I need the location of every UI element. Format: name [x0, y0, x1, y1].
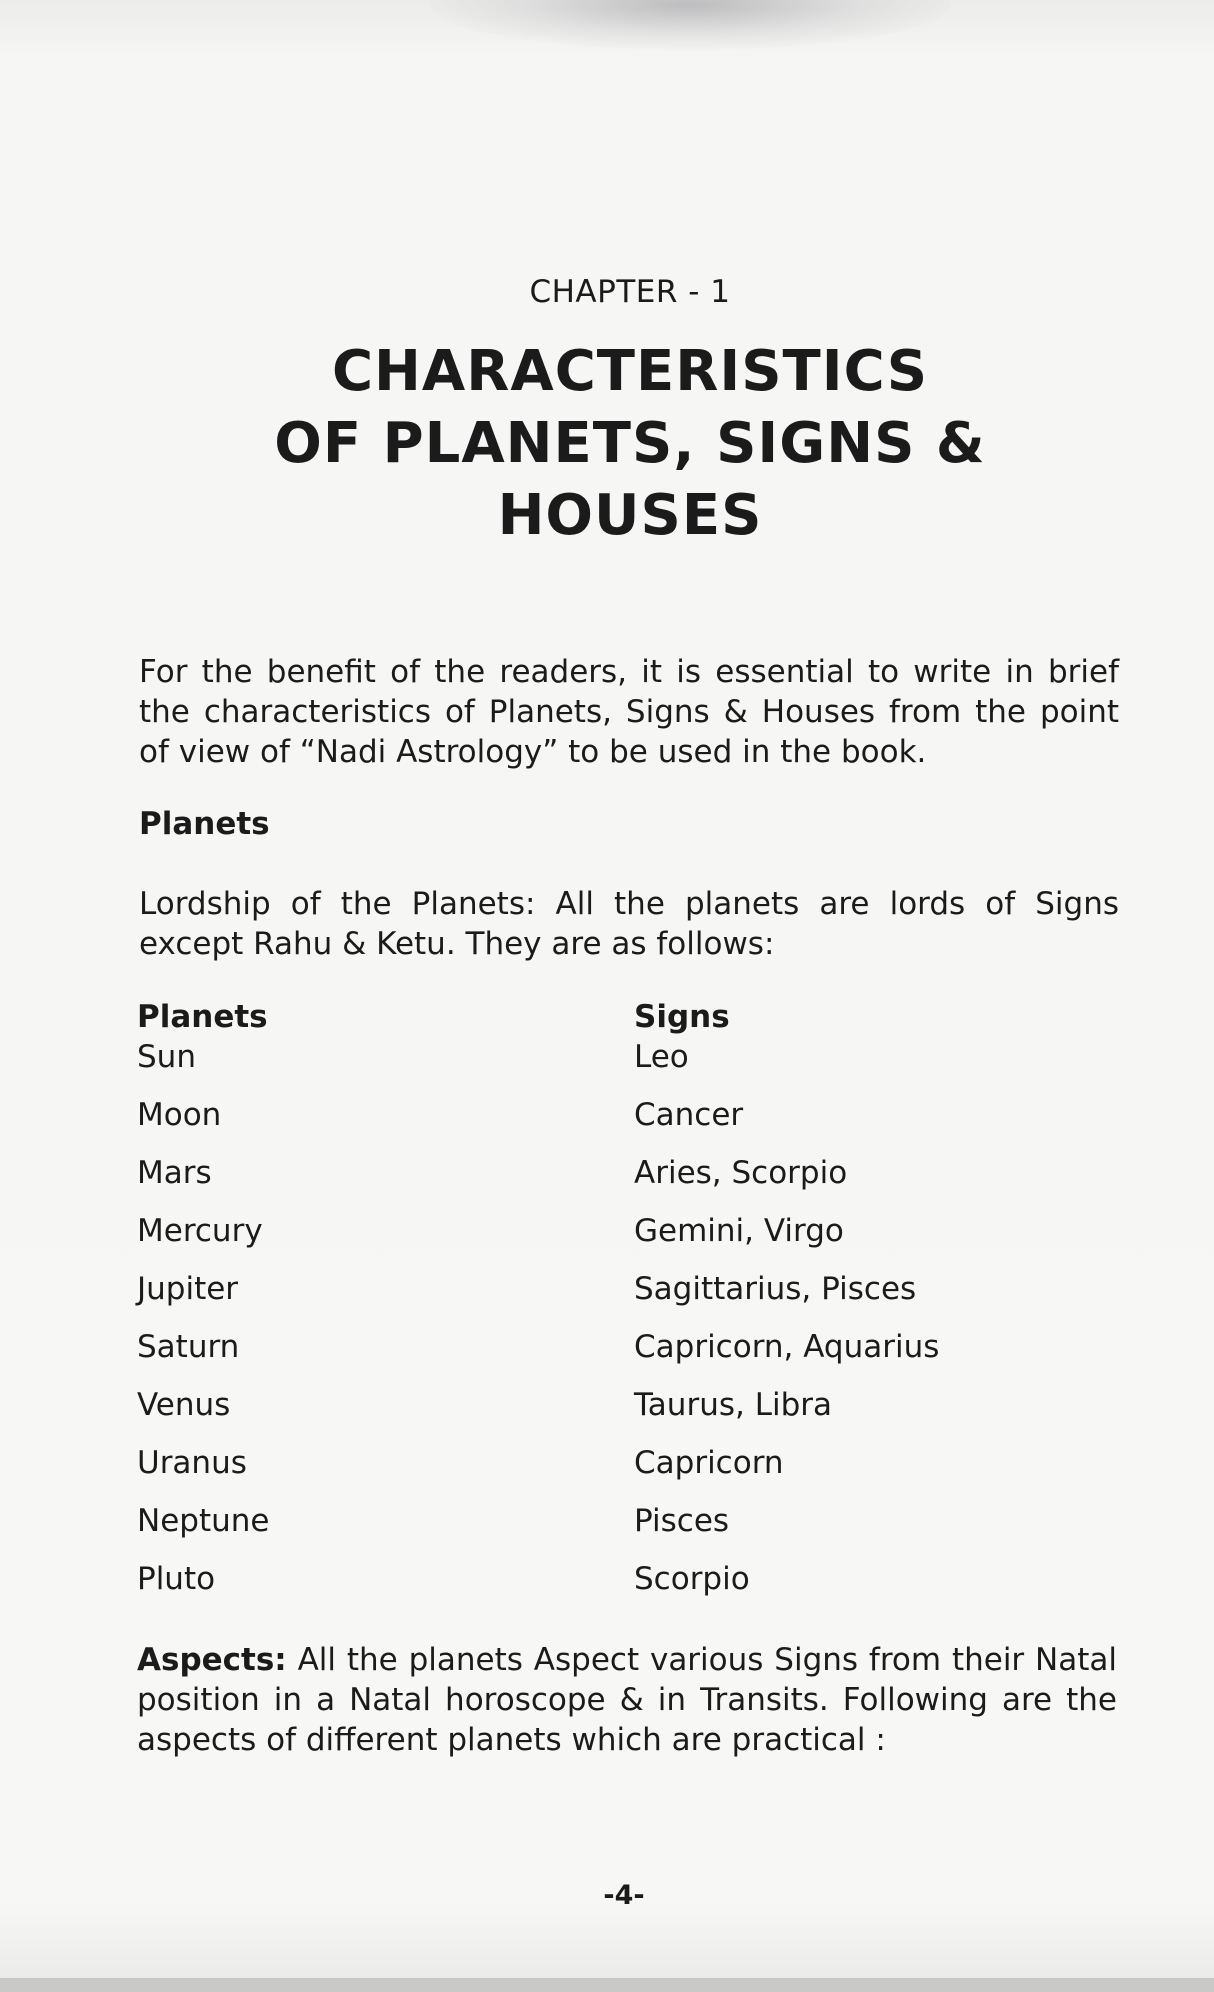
chapter-title-line-1: CHARACTERISTICS — [331, 339, 929, 404]
row-planet: Jupiter — [137, 1271, 239, 1307]
scan-shadow — [430, 0, 950, 50]
row-signs: Capricorn — [634, 1445, 784, 1481]
row-signs: Taurus, Libra — [634, 1387, 833, 1423]
row-signs: Sagittarius, Pisces — [634, 1271, 917, 1307]
row-planet: Venus — [137, 1387, 231, 1423]
row-planet: Moon — [137, 1097, 222, 1133]
chapter-title-line-2: OF PLANETS, SIGNS & — [274, 411, 986, 476]
aspects-label: Aspects: — [137, 1642, 287, 1678]
table-row — [137, 1503, 1117, 1561]
row-planet: Uranus — [137, 1445, 247, 1481]
row-signs: Pisces — [634, 1503, 730, 1539]
chapter-label: CHAPTER - 1 — [529, 274, 731, 310]
table-row — [137, 1387, 1117, 1445]
aspects-text: All the planets Aspect various Signs from their Natal position in a Natal horoscope & in Transits. Following are the aspects of different planets which are practical : — [137, 1642, 1117, 1758]
row-signs: Aries, Scorpio — [634, 1155, 848, 1191]
row-planet: Neptune — [137, 1503, 270, 1539]
table-row — [137, 1039, 1117, 1097]
table-header — [137, 999, 1117, 1039]
row-signs: Gemini, Virgo — [634, 1213, 844, 1249]
intro-paragraph: For the benefit of the readers, it is essential to write in brief the characteristics of Planets, Signs & Houses from the point of view of “Nadi Astrology” to be used in the book. — [139, 654, 1119, 770]
chapter-title-line-3: HOUSES — [497, 483, 763, 548]
row-signs: Leo — [634, 1039, 689, 1075]
table-row — [137, 1097, 1117, 1155]
row-planet: Sun — [137, 1039, 196, 1075]
planets-heading: Planets — [139, 806, 270, 842]
aspects-paragraph — [137, 1640, 1117, 1760]
header-signs: Signs — [634, 999, 730, 1035]
row-planet: Mercury — [137, 1213, 263, 1249]
lordship-paragraph: Lordship of the Planets: All the planets are lords of Signs except Rahu & Ketu. They are as follows: — [139, 886, 1119, 962]
row-signs: Capricorn, Aquarius — [634, 1329, 940, 1365]
row-planet: Mars — [137, 1155, 212, 1191]
planet-sign-table — [137, 999, 1117, 1619]
scan-edge — [0, 1978, 1214, 1992]
table-row — [137, 1155, 1117, 1213]
row-planet: Saturn — [137, 1329, 240, 1365]
table-row — [137, 1561, 1117, 1619]
header-planets: Planets — [137, 999, 268, 1035]
row-planet: Pluto — [137, 1561, 216, 1597]
row-signs: Cancer — [634, 1097, 744, 1133]
table-row — [137, 1213, 1117, 1271]
table-row — [137, 1445, 1117, 1503]
page-number: -4- — [603, 1880, 645, 1911]
table-row — [137, 1271, 1117, 1329]
row-signs: Scorpio — [634, 1561, 750, 1597]
table-row — [137, 1329, 1117, 1387]
chapter-title — [0, 336, 1214, 552]
